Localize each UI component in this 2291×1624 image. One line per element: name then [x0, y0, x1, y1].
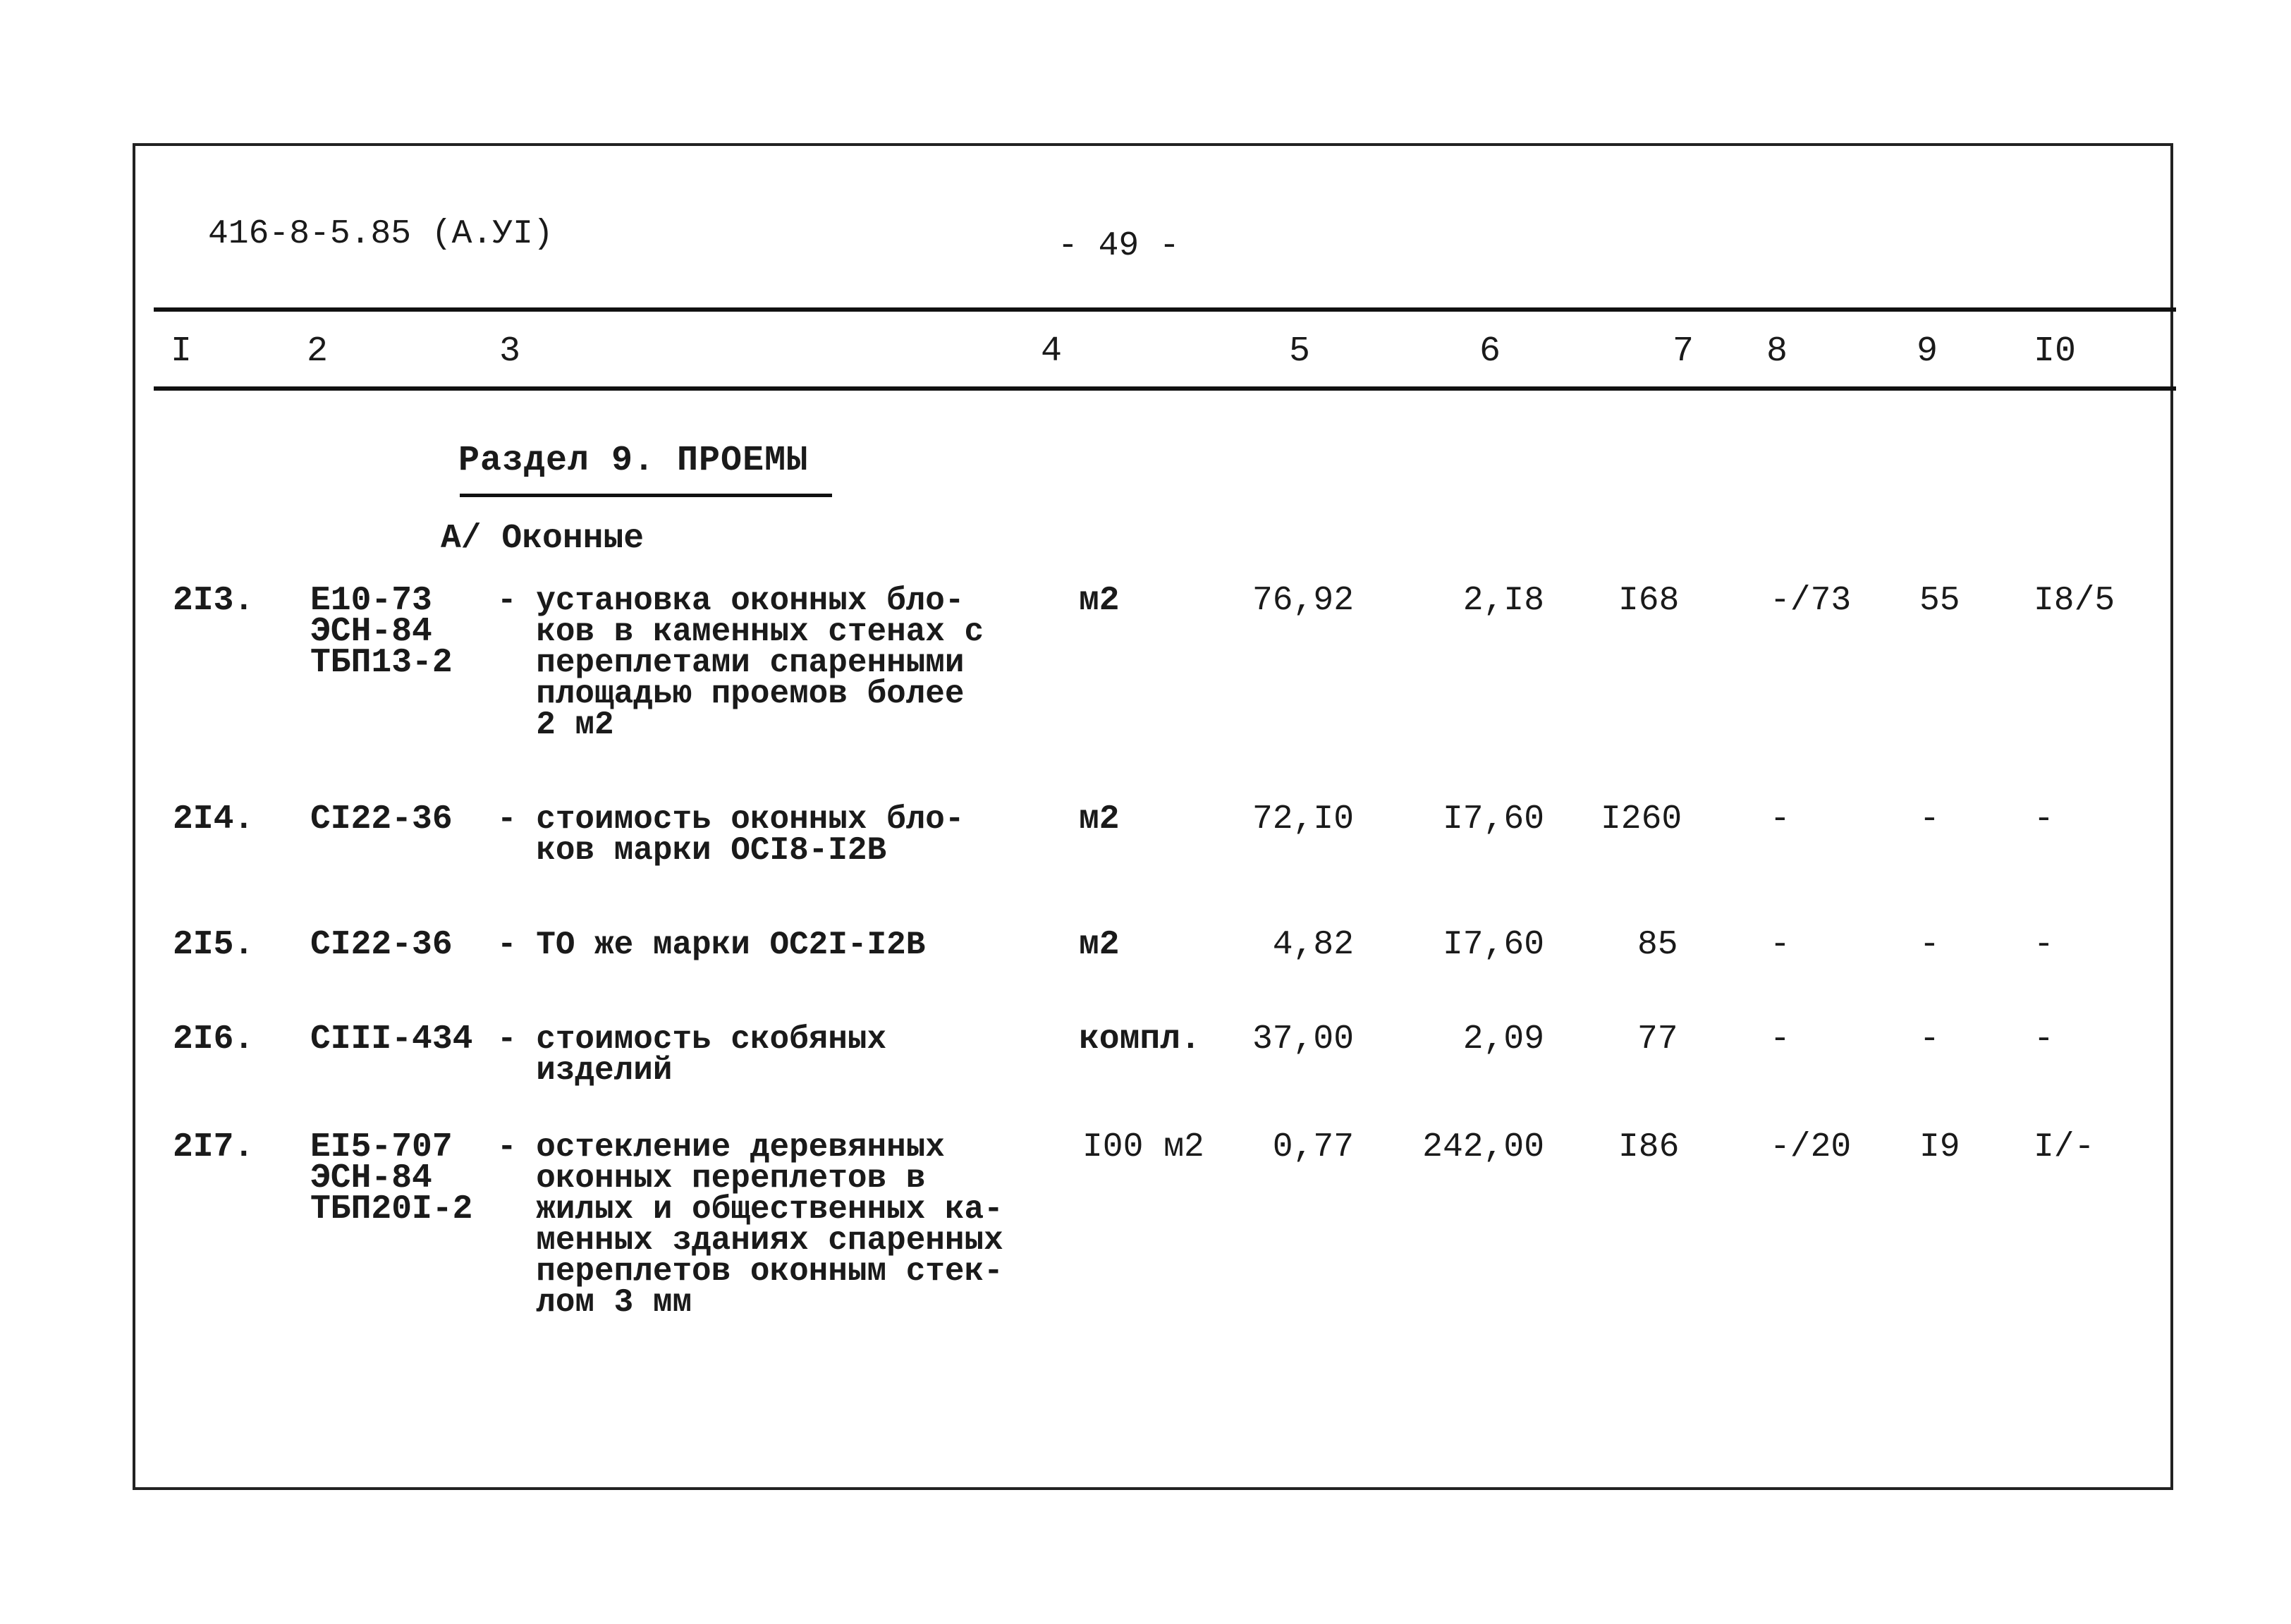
section-underline [460, 494, 832, 497]
header-rule-top [154, 307, 2176, 312]
row-unit: м2 [1079, 926, 1120, 964]
column-number-8: 8 [1766, 331, 1788, 372]
row-col9: I9 [1919, 1128, 1960, 1166]
row-col9: - [1919, 1020, 1940, 1058]
row-col9: 55 [1919, 582, 1960, 620]
row-col10: - [2034, 926, 2054, 964]
row-number: 2I4. [173, 800, 255, 838]
row-description: - ТО же марки ОС2I-I2В [497, 927, 926, 963]
row-col5: 4,82 [1272, 926, 1354, 964]
row-col10: I8/5 [2034, 582, 2115, 620]
row-col5: 37,00 [1252, 1020, 1354, 1058]
section-title: Раздел 9. ПРОЕМЫ [458, 441, 809, 481]
row-col7: 77 [1637, 1020, 1678, 1058]
row-col5: 72,I0 [1252, 800, 1354, 838]
row-col7: I260 [1601, 800, 1682, 838]
column-number-5: 5 [1289, 331, 1311, 372]
row-description: - установка оконных бло- ков в каменных стенах с переплетами спаренными площадью проемов более 2 м2 [497, 582, 984, 743]
row-code: Е10-73 ЭСН-84 ТБП13-2 [310, 582, 453, 682]
row-col6: 2,I8 [1462, 582, 1544, 620]
column-number-10: I0 [2034, 331, 2077, 372]
row-code: СIII-434 [310, 1020, 473, 1058]
row-description: - стоимость скобяных изделий [497, 1021, 887, 1089]
subsection-title: А/ Оконные [441, 520, 644, 558]
row-col8: -/20 [1770, 1128, 1852, 1166]
row-col7: 85 [1637, 926, 1678, 964]
row-code: ЕI5-707 ЭСН-84 ТБП20I-2 [310, 1128, 473, 1228]
row-col7: I86 [1618, 1128, 1680, 1166]
page-number: - 49 - [1058, 227, 1180, 265]
row-col5: 76,92 [1252, 582, 1354, 620]
row-unit: I00 м2 [1082, 1128, 1204, 1166]
column-number-2: 2 [307, 331, 329, 372]
row-col5: 0,77 [1272, 1128, 1354, 1166]
column-number-9: 9 [1917, 331, 1938, 372]
row-col10: - [2034, 800, 2054, 838]
row-col7: I68 [1618, 582, 1680, 620]
row-code: СI22-36 [310, 926, 453, 964]
row-col10: I/- [2034, 1128, 2095, 1166]
row-col8: - [1770, 1020, 1790, 1058]
row-col9: - [1919, 926, 1940, 964]
row-col6: 2,09 [1462, 1020, 1544, 1058]
row-col8: -/73 [1770, 582, 1852, 620]
row-col8: - [1770, 800, 1790, 838]
document-code: 416-8-5.85 (А.УI) [208, 215, 554, 253]
row-unit: компл. [1079, 1020, 1201, 1058]
row-number: 2I3. [173, 582, 255, 620]
row-col9: - [1919, 800, 1940, 838]
row-col8: - [1770, 926, 1790, 964]
row-col10: - [2034, 1020, 2054, 1058]
column-number-6: 6 [1479, 331, 1501, 372]
row-number: 2I7. [173, 1128, 255, 1166]
row-unit: м2 [1079, 800, 1120, 838]
header-rule-bottom [154, 386, 2176, 391]
row-col6: I7,60 [1442, 800, 1544, 838]
row-col6: I7,60 [1442, 926, 1544, 964]
row-col6: 242,00 [1422, 1128, 1544, 1166]
column-number-3: 3 [499, 331, 521, 372]
row-number: 2I6. [173, 1020, 255, 1058]
row-number: 2I5. [173, 926, 255, 964]
row-code: СI22-36 [310, 800, 453, 838]
row-description: - стоимость оконных бло- ков марки ОСI8-I2В [497, 801, 965, 869]
column-number-1: I [171, 331, 193, 372]
column-number-7: 7 [1673, 331, 1694, 372]
row-description: - остекление деревянных оконных переплетов в жилых и общественных ка- менных зданиях спаренных переплетов оконным стек- лом 3 мм [497, 1129, 1003, 1321]
row-unit: м2 [1079, 582, 1120, 620]
column-number-4: 4 [1041, 331, 1063, 372]
